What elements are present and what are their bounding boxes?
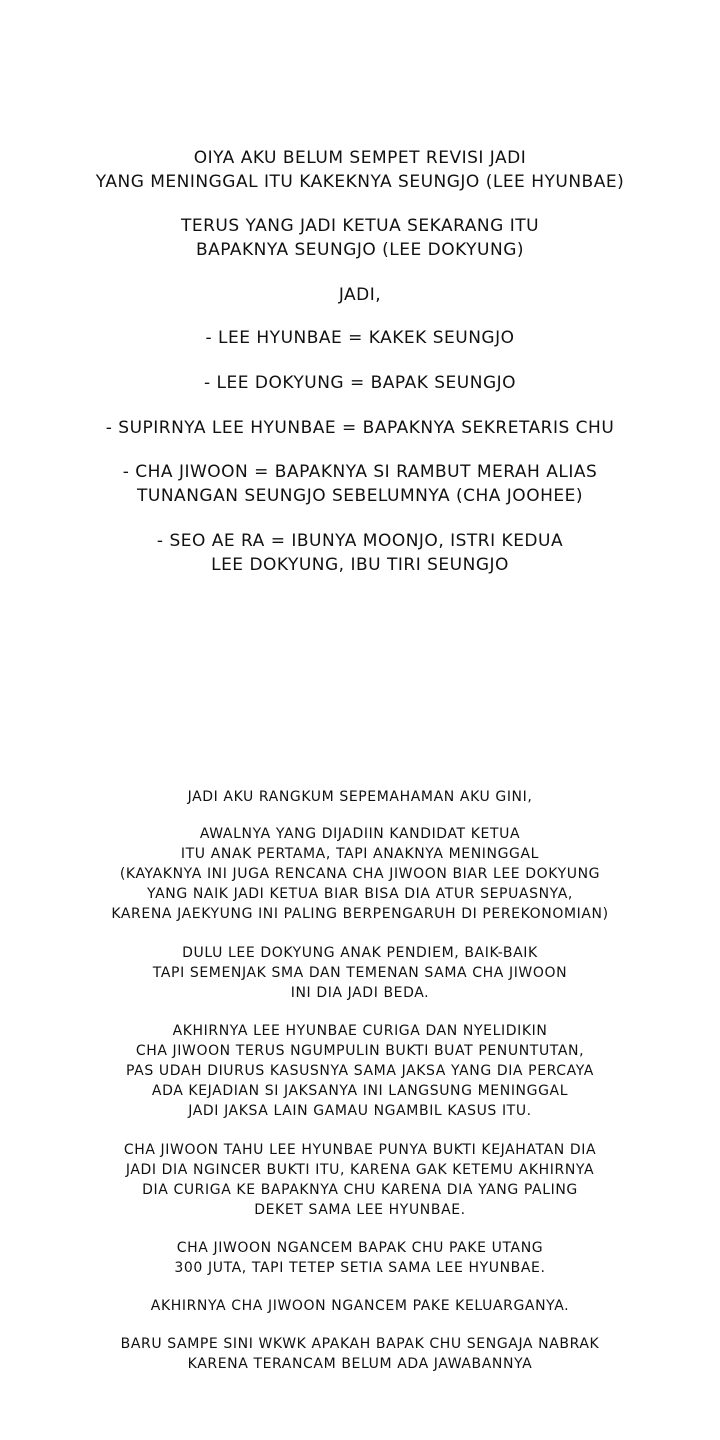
note1-paragraph-4 — [0, 326, 720, 350]
note2-paragraph-8 — [0, 1334, 720, 1374]
text-line: JADI AKU RANGKUM SEPEMAHAMAN AKU GINI, — [187, 789, 533, 805]
note1-paragraph-1 — [0, 146, 720, 194]
note2-paragraph-6 — [0, 1238, 720, 1278]
text-line: - SUPIRNYA LEE HYUNBAE = BAPAKNYA SEKRETARIS CHU — [105, 418, 615, 438]
text-line: CHA JIWOON TERUS NGUMPULIN BUKTI BUAT PENUNTUTAN, — [135, 1043, 585, 1059]
note1-paragraph-5 — [0, 371, 720, 395]
text-line: DIA CURIGA KE BAPAKNYA CHU KARENA DIA YANG PALING — [142, 1182, 578, 1198]
text-line: AKHIRNYA CHA JIWOON NGANCEM PAKE KELUARGANYA. — [150, 1298, 570, 1314]
note1-paragraph-7 — [0, 460, 720, 508]
text-line: TERUS YANG JADI KETUA SEKARANG ITU — [180, 216, 540, 236]
text-line: AWALNYA YANG DIJADIIN KANDIDAT KETUA — [199, 826, 521, 842]
text-line: - CHA JIWOON = BAPAKNYA SI RAMBUT MERAH ALIAS — [122, 462, 598, 482]
note2-paragraph-2 — [0, 824, 720, 924]
text-line: KARENA JAEKYUNG INI PALING BERPENGARUH DI PEREKONOMIAN) — [111, 906, 609, 922]
text-line: CHA JIWOON NGANCEM BAPAK CHU PAKE UTANG — [176, 1240, 544, 1256]
text-line: LEE DOKYUNG, IBU TIRI SEUNGJO — [211, 555, 509, 575]
note1-paragraph-8 — [0, 529, 720, 577]
text-line: DEKET SAMA LEE HYUNBAE. — [254, 1202, 466, 1218]
note2-paragraph-1 — [0, 787, 720, 807]
note1-paragraph-3 — [0, 283, 720, 307]
text-line: JADI DIA NGINCER BUKTI ITU, KARENA GAK KETEMU AKHIRNYA — [125, 1162, 595, 1178]
text-line: BAPAKNYA SEUNGJO (LEE DOKYUNG) — [195, 240, 525, 260]
text-line: INI DIA JADI BEDA. — [290, 985, 430, 1001]
text-line: (KAYAKNYA INI JUGA RENCANA CHA JIWOON BIAR LEE DOKYUNG — [119, 866, 601, 882]
text-line: YANG MENINGGAL ITU KAKEKNYA SEUNGJO (LEE HYUNBAE) — [95, 172, 625, 192]
text-line: - LEE DOKYUNG = BAPAK SEUNGJO — [203, 373, 517, 393]
text-line: JADI JAKSA LAIN GAMAU NGAMBIL KASUS ITU. — [188, 1103, 532, 1119]
note1-paragraph-6 — [0, 416, 720, 440]
text-line: JADI, — [338, 285, 382, 305]
text-line: CHA JIWOON TAHU LEE HYUNBAE PUNYA BUKTI KEJAHATAN DIA — [123, 1142, 597, 1158]
text-line: TAPI SEMENJAK SMA DAN TEMENAN SAMA CHA JIWOON — [152, 965, 568, 981]
note2-paragraph-7 — [0, 1296, 720, 1316]
text-line: PAS UDAH DIURUS KASUSNYA SAMA JAKSA YANG DIA PERCAYA — [126, 1063, 594, 1079]
text-line: KARENA TERANCAM BELUM ADA JAWABANNYA — [187, 1356, 533, 1372]
text-line: - LEE HYUNBAE = KAKEK SEUNGJO — [205, 328, 515, 348]
text-line: ADA KEJADIAN SI JAKSANYA INI LANGSUNG MENINGGAL — [151, 1083, 569, 1099]
text-line: DULU LEE DOKYUNG ANAK PENDIEM, BAIK-BAIK — [182, 945, 538, 961]
text-line: YANG NAIK JADI KETUA BIAR BISA DIA ATUR SEPUASNYA, — [147, 886, 573, 902]
text-line: TUNANGAN SEUNGJO SEBELUMNYA (CHA JOOHEE) — [137, 486, 583, 506]
text-line: AKHIRNYA LEE HYUNBAE CURIGA DAN NYELIDIKIN — [172, 1023, 548, 1039]
note2-paragraph-5 — [0, 1140, 720, 1220]
text-line: 300 JUTA, TAPI TETEP SETIA SAMA LEE HYUNBAE. — [174, 1260, 546, 1276]
note1-paragraph-2 — [0, 214, 720, 262]
text-line: ITU ANAK PERTAMA, TAPI ANAKNYA MENINGGAL — [180, 846, 540, 862]
text-line: - SEO AE RA = IBUNYA MOONJO, ISTRI KEDUA — [156, 531, 564, 551]
note2-paragraph-3 — [0, 943, 720, 1003]
text-line: OIYA AKU BELUM SEMPET REVISI JADI — [193, 148, 527, 168]
text-line: BARU SAMPE SINI WKWK APAKAH BAPAK CHU SENGAJA NABRAK — [120, 1336, 600, 1352]
note2-paragraph-4 — [0, 1021, 720, 1121]
